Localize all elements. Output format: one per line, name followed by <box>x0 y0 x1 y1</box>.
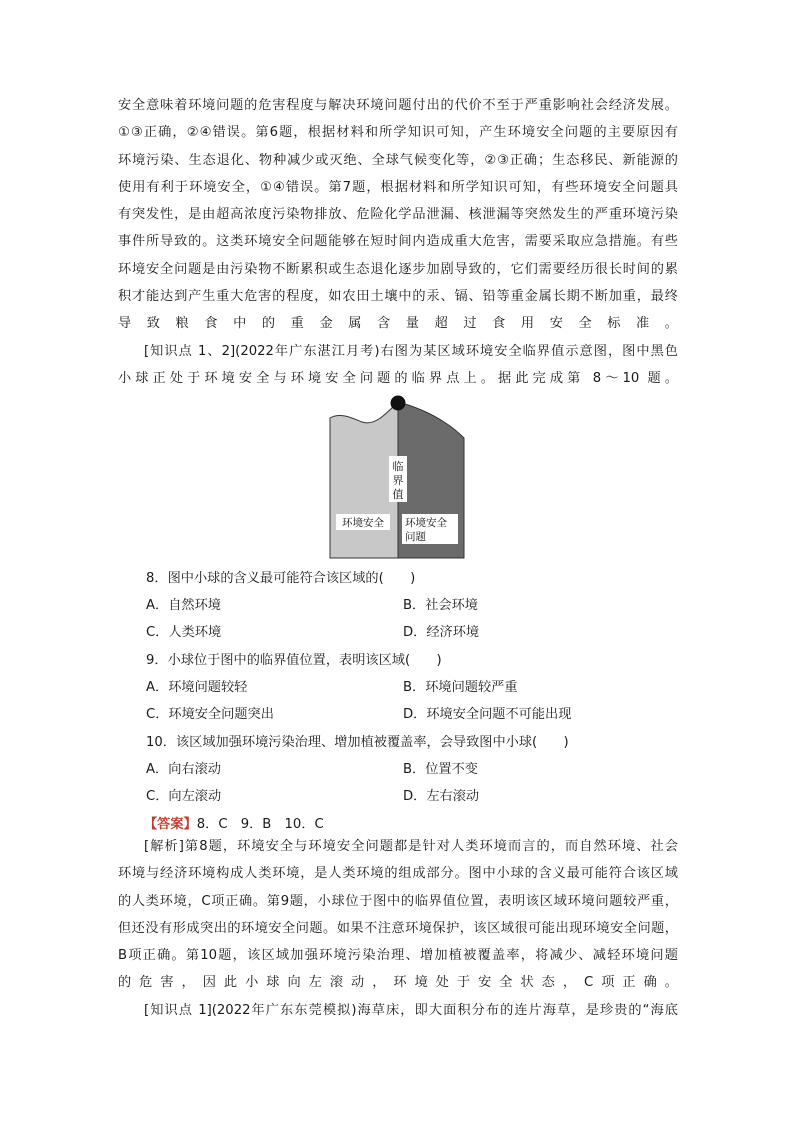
text-line: 的危害，因此小球向左滚动，环境处于安全状态，C项正确。 <box>118 975 678 991</box>
option: C．人类环境 <box>146 625 222 640</box>
option: C．向左滚动 <box>146 789 222 804</box>
text-line: 导致粮食中的重金属含量超过食用安全标准。 <box>118 316 678 332</box>
text-line: 事件所导致的。这类环境安全问题能够在短时间内造成重大危害，需要采取应急措施。有些 <box>118 234 678 250</box>
option: B．环境问题较严重 <box>403 680 518 695</box>
option: D．环境安全问题不可能出现 <box>403 707 572 722</box>
text-line: B项正确。第10题，该区域加强环境污染治理、增加植被覆盖率，将减少、减轻环境问题 <box>118 948 678 964</box>
critical-value-diagram <box>322 392 472 562</box>
option: C．环境安全问题突出 <box>146 707 274 722</box>
critical-label-char: 界 <box>392 474 404 487</box>
option: A．自然环境 <box>146 598 221 613</box>
text-line: 使用有利于环境安全，①④错误。第7题，根据材料和所学知识可知，有些环境安全问题具 <box>118 179 678 195</box>
problem-label-line: 问题 <box>405 531 426 543</box>
safe-region <box>330 402 398 558</box>
text-line: 有突发性，是由超高浓度污染物排放、危险化学品泄漏、核泄漏等突然发生的严重环境污染 <box>118 207 678 223</box>
text-line: [知识点 1、2](2022年广东湛江月考)右图为某区域环境安全临界值示意图，图中黑色 <box>144 344 678 359</box>
option: B．社会环境 <box>403 598 478 613</box>
problem-label-line: 环境安全 <box>405 517 447 529</box>
option: A．向右滚动 <box>146 762 221 777</box>
answer-text: 8．C 9．B 10．C <box>196 817 324 832</box>
critical-label-char: 值 <box>392 488 404 501</box>
text-line: [知识点 1](2022年广东东莞模拟)海草床，即大面积分布的连片海草，是珍贵的“海底 <box>144 1003 678 1018</box>
text-line: 环境安全问题是由污染物不断累积或生态退化逐步加剧导致的，它们需要经历很长时间的累 <box>118 261 678 277</box>
next-question-intro <box>118 997 678 1024</box>
question-stem: 8．图中小球的含义最可能符合该区域的( ) <box>146 571 416 586</box>
option: D．左右滚动 <box>403 789 480 804</box>
text-line: [解析]第8题，环境安全与环境安全问题都是针对人类环境而言的，而自然环境、社会 <box>144 839 678 854</box>
text-line: 但还没有形成突出的环境安全问题。如果不注意环境保护，该区域很可能出现环境安全问题， <box>118 920 678 936</box>
explanation-paragraph <box>118 92 678 338</box>
text-line: 环境污染、生态退化、物种减少或灭绝、全球气候变化等，②③正确；生态移民、新能源的 <box>118 152 678 168</box>
question-stem: 10．该区域加强环境污染治理、增加植被覆盖率，会导致图中小球( ) <box>146 735 569 750</box>
option: B．位置不变 <box>403 762 478 777</box>
critical-ball <box>391 396 406 411</box>
text-line: ①③正确，②④错误。第6题，根据材料和所学知识可知，产生环境安全问题的主要原因有 <box>118 125 678 141</box>
answer-label: 【答案】 <box>144 817 197 832</box>
answer-line <box>144 813 324 832</box>
text-line: 积才能达到产生重大危害的程度，如农田土壤中的汞、镉、铅等重金属长期不断加重，最终 <box>118 289 678 305</box>
question-intro <box>118 338 678 393</box>
text-line: 安全意味着环境问题的危害程度与解决环境问题付出的代价不至于严重影响社会经济发展。 <box>118 98 678 113</box>
text-line: 环境与经济环境构成人类环境，是人类环境的组成部分。图中小球的含义最可能符合该区域 <box>118 866 678 882</box>
option: D．经济环境 <box>403 625 480 640</box>
option: A．环境问题较轻 <box>146 680 248 695</box>
analysis-paragraph <box>118 833 678 997</box>
critical-label-char: 临 <box>392 460 404 473</box>
text-line: 的人类环境，C项正确。第9题，小球位于图中的临界值位置，表明该区域环境问题较严重， <box>118 893 678 909</box>
safe-label: 环境安全 <box>342 517 384 529</box>
question-stem: 9．小球位于图中的临界值位置，表明该区域( ) <box>146 653 442 668</box>
text-line: 小球正处于环境安全与环境安全问题的临界点上。据此完成第 8～10 题。 <box>118 371 678 387</box>
